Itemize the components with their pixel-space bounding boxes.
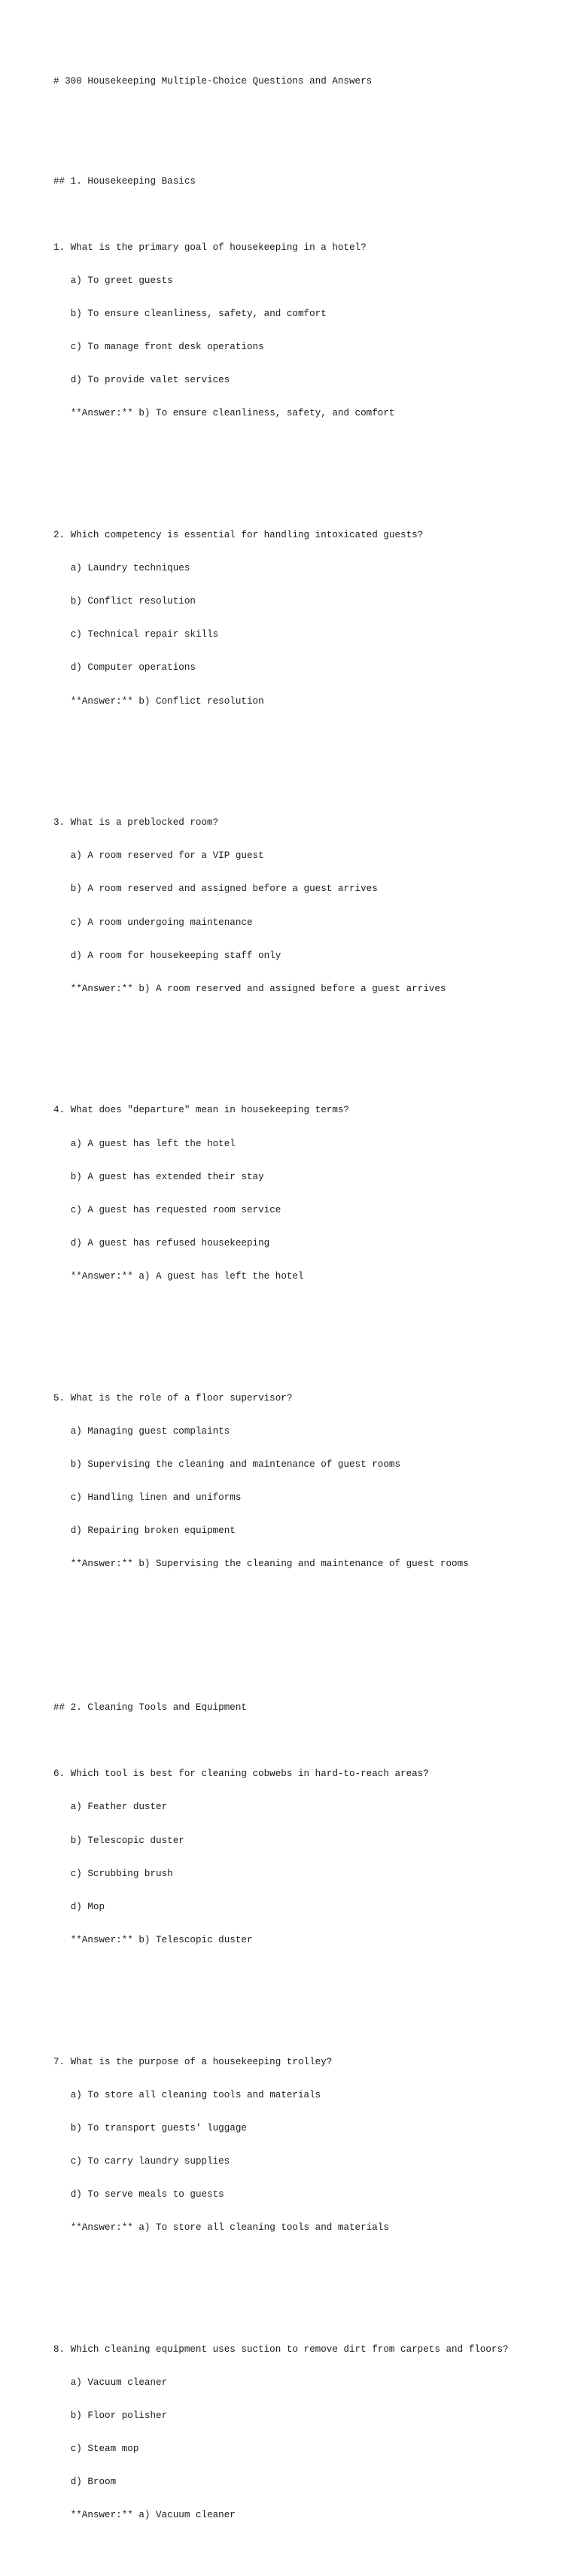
correct-answer: **Answer:** b) To ensure cleanliness, safety, and comfort xyxy=(70,408,395,419)
answer-option: c) A room undergoing maintenance xyxy=(70,917,253,928)
spacer xyxy=(53,1614,565,1626)
question-block xyxy=(53,1083,565,1304)
answer-option: b) To transport guests' luggage xyxy=(70,2122,247,2133)
section-heading: ## 2. Cleaning Tools and Equipment xyxy=(53,1702,247,1714)
answer-option: c) Technical repair skills xyxy=(70,629,219,640)
answer-option: c) Handling linen and uniforms xyxy=(70,1492,242,1503)
spacer xyxy=(53,2278,565,2289)
document-page xyxy=(53,54,565,2576)
correct-answer: **Answer:** a) A guest has left the hotel xyxy=(70,1270,304,1282)
spacer xyxy=(53,464,565,475)
question-text: 5. What is the role of a floor supervisor? xyxy=(53,1392,293,1404)
question-text: 6. Which tool is best for cleaning cobwebs in hard-to-reach areas? xyxy=(53,1769,429,1780)
answer-option: b) Floor polisher xyxy=(70,2410,168,2421)
section-heading: ## 1. Housekeeping Basics xyxy=(53,175,196,187)
question-text: 2. Which competency is essential for handling intoxicated guests? xyxy=(53,530,424,541)
correct-answer: **Answer:** b) Telescopic duster xyxy=(70,1934,253,1945)
spacer xyxy=(53,1326,565,1337)
spacer xyxy=(53,751,565,762)
question-block xyxy=(53,220,565,442)
answer-option: c) To manage front desk operations xyxy=(70,342,264,353)
answer-option: c) Scrubbing brush xyxy=(70,1868,173,1879)
spacer xyxy=(53,1039,565,1050)
answer-option: a) Feather duster xyxy=(70,1802,168,1813)
answer-option: a) To greet guests xyxy=(70,275,173,286)
answer-option: d) A room for housekeeping staff only xyxy=(70,950,281,961)
answer-option: c) To carry laundry supplies xyxy=(70,2155,230,2167)
answer-option: b) Supervising the cleaning and maintenance of guest rooms xyxy=(70,1458,401,1470)
answer-option: b) Conflict resolution xyxy=(70,596,196,607)
correct-answer: **Answer:** b) Conflict resolution xyxy=(70,695,264,707)
question-text: 1. What is the primary goal of housekeeping in a hotel? xyxy=(53,242,367,253)
correct-answer: **Answer:** a) To store all cleaning tools and materials xyxy=(70,2222,389,2234)
answer-option: a) Managing guest complaints xyxy=(70,1425,230,1437)
answer-option: d) To serve meals to guests xyxy=(70,2188,224,2200)
correct-answer: **Answer:** b) Supervising the cleaning and maintenance of guest rooms xyxy=(70,1559,469,1570)
section xyxy=(53,1680,565,2565)
question-text: 7. What is the purpose of a housekeeping trolley? xyxy=(53,2056,333,2067)
answer-option: d) Broom xyxy=(70,2477,117,2488)
answer-option: c) Steam mop xyxy=(70,2444,139,2454)
question-text: 4. What does "departure" mean in housekeeping terms? xyxy=(53,1105,349,1116)
answer-option: a) A guest has left the hotel xyxy=(70,1138,236,1149)
section xyxy=(53,154,565,1647)
answer-option: d) A guest has refused housekeeping xyxy=(70,1237,270,1248)
answer-option: a) Vacuum cleaner xyxy=(70,2377,168,2388)
answer-option: b) To ensure cleanliness, safety, and comfort xyxy=(70,309,327,320)
answer-option: d) To provide valet services xyxy=(70,375,230,386)
question-block xyxy=(53,795,565,1017)
answer-option: d) Mop xyxy=(70,1901,105,1912)
answer-option: a) To store all cleaning tools and materials xyxy=(70,2089,321,2100)
correct-answer: **Answer:** b) A room reserved and assigned before a guest arrives xyxy=(70,983,446,994)
question-block xyxy=(53,508,565,729)
answer-option: b) A guest has extended their stay xyxy=(70,1171,264,1182)
document-title: # 300 Housekeeping Multiple-Choice Questions and Answers xyxy=(53,76,373,87)
question-text: 8. Which cleaning equipment uses suction to remove dirt from carpets and floors? xyxy=(53,2343,509,2355)
answer-option: b) Telescopic duster xyxy=(70,1835,184,1846)
answer-option: c) A guest has requested room service xyxy=(70,1204,281,1215)
answer-option: d) Repairing broken equipment xyxy=(70,1525,236,1536)
answer-option: a) Laundry techniques xyxy=(70,563,190,574)
spacer xyxy=(53,1990,565,2001)
question-block xyxy=(53,1747,565,1968)
question-block xyxy=(53,1370,565,1592)
question-text: 3. What is a preblocked room? xyxy=(53,817,219,829)
answer-option: d) Computer operations xyxy=(70,662,196,674)
correct-answer: **Answer:** a) Vacuum cleaner xyxy=(70,2510,236,2521)
answer-option: b) A room reserved and assigned before a guest arrives xyxy=(70,884,378,895)
answer-option: a) A room reserved for a VIP guest xyxy=(70,850,264,862)
question-block xyxy=(53,2322,565,2543)
question-block xyxy=(53,2034,565,2255)
spacer xyxy=(53,110,565,121)
